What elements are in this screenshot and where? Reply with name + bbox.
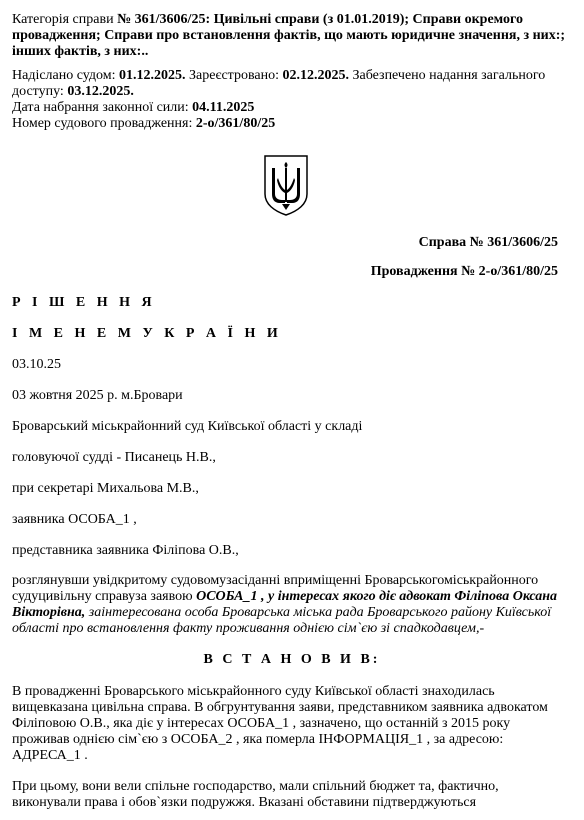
short-date: 03.10.25 bbox=[12, 357, 61, 372]
case-number: Справа № 361/3606/25 bbox=[418, 235, 558, 250]
coat-of-arms-icon bbox=[262, 154, 310, 216]
case-consideration: розглянувши увідкритому судовомузасіданні вприміщенні Броварськогоміськрайонного судуцивільну справуза заявою ОСОБА_1 , у інтересах якого діє адвокат Філіпова Оксана Вікторівна, заінтересована особа Броварська міська рада Броварського району Київської області про встановлення факту проживання однією сім`єю зі спадкодавцем,- bbox=[12, 573, 558, 636]
effect-date: Дата набрання законної сили: 04.11.2025 bbox=[12, 100, 255, 115]
applicant-representative: представника заявника Філіпова О.В., bbox=[12, 543, 239, 558]
presiding-judge: головуючої судді - Писанець Н.В., bbox=[12, 450, 216, 465]
established-title: В С Т А Н О В И В: bbox=[203, 652, 381, 667]
applicant: заявника ОСОБА_1 , bbox=[12, 512, 137, 527]
court-composition: Броварський міськрайонний суд Київської області у складі bbox=[12, 419, 363, 434]
document-header bbox=[12, 12, 572, 132]
decision-title: Р І Ш Е Н Н Я bbox=[12, 295, 156, 310]
in-name-title: І М Е Н Е М У К Р А Ї Н И bbox=[12, 326, 282, 341]
full-date: 03 жовтня 2025 р. м.Бровари bbox=[12, 388, 183, 403]
publication-dates: Надіслано судом: 01.12.2025. Зареєстровано: 02.12.2025. Забезпечено надання загального доступу: 03.12.2025. bbox=[12, 68, 546, 99]
court-secretary: при секретарі Михальова М.В., bbox=[12, 481, 199, 496]
paragraph-2: При цьому, вони вели спільне господарство, мали спільний бюджет та, фактично, виконували права і обов`язки подружжя. Вказані обставини підтверджуються bbox=[12, 779, 499, 810]
proceeding-number-line: Провадження № 2-о/361/80/25 bbox=[370, 264, 558, 279]
paragraph-1: В провадженні Броварського міськрайонного суду Київської області знаходилась вищевказана цивільна справа. В обгрунтування заяви, представником заявника адвокатом Філіповою О.В., яка діє у інтересах ОСОБА_1 , зазначено, що останній з 2015 року проживав однією сім`єю з ОСОБА_2 , яка померла ІНФОРМАЦІЯ_1 , за адресою: АДРЕСА_1 . bbox=[12, 684, 548, 763]
case-category: Категорія справи № 361/3606/25: Цивільні справи (з 01.01.2019); Справи окремого провадження; Справи про встановлення фактів, що мають юридичне значення, з них:; інших фактів, з них:.. bbox=[12, 12, 566, 59]
proceeding-number: Номер судового провадження: 2-о/361/80/25 bbox=[12, 116, 276, 131]
